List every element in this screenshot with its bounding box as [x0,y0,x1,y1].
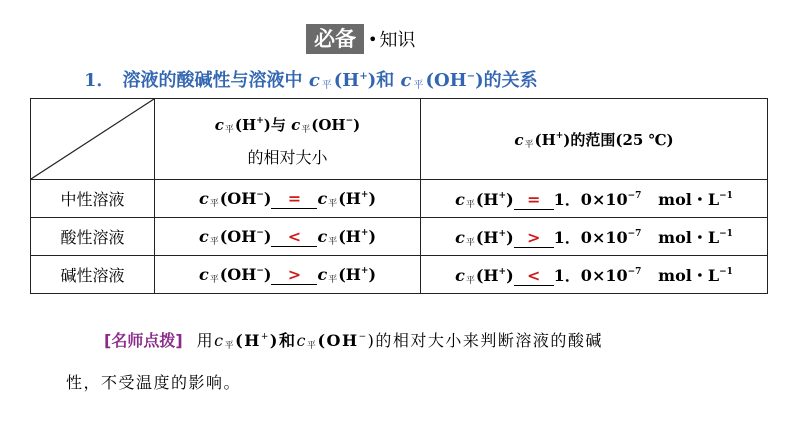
unit-exponent: −1 [719,191,733,201]
table-header-row [31,99,768,180]
unit: mol・L [658,228,720,247]
h: (H [338,226,361,246]
c-sym-3: c [455,266,465,285]
ping-sub-2: 平 [328,198,338,209]
c-sym-2: c [317,226,328,246]
plus-2: + [498,229,507,239]
plus-2: + [498,191,507,201]
answer-blank: > [514,228,554,248]
hdr-plus: + [256,115,264,126]
plus: + [360,227,369,238]
banner-tag: 必备 [306,24,364,54]
value: 1．0×10 [553,228,628,247]
ping-sub-2: 平 [328,274,338,285]
hdr-sub-2: 平 [301,124,311,135]
tip-and: )和 [269,331,297,350]
answer-blank: = [514,190,554,210]
hdr-c-2: c [291,115,301,134]
table-row [31,218,768,256]
ping-sub-3: 平 [465,200,475,210]
tip-use: 用 [196,331,215,350]
exponent: −7 [627,267,642,277]
hdr3-range: )的范围(25 ℃) [563,130,674,149]
heading-c-symbol-2: c [400,70,412,91]
unit: mol・L [658,190,720,209]
minus: − [256,265,264,276]
oh: (OH [219,264,257,284]
h-2: (H [475,190,499,209]
header-relative-size-line2: 的相对大小 [247,147,328,167]
value: 1．0×10 [553,190,628,209]
h-2: (H [475,228,499,247]
c-sym-2: c [317,188,328,208]
h: (H [338,188,361,208]
heading-text-end: )的关系 [475,70,538,91]
close-3: ) [506,266,514,285]
hdr-oh: (OH [311,115,346,134]
h-2: (H [475,266,499,285]
oh: (OH [219,188,257,208]
heading-oh: (OH [425,70,467,91]
answer-blank: = [271,189,317,209]
ping-sub-3: 平 [465,276,475,286]
heading-text: 溶液的酸碱性与溶液中 [122,70,303,91]
close: ) [263,188,272,208]
row-name: 酸性溶液 [31,218,155,256]
diagonal-header-cell [31,99,155,180]
hdr-and: )与 [263,115,286,134]
unit-exponent: −1 [719,267,733,277]
tip-c: c [214,331,225,350]
plus-2: + [498,267,507,277]
plus: + [360,189,369,200]
close-2: ) [368,264,377,284]
row-name: 中性溶液 [31,180,155,218]
heading-sub-2: 平 [413,80,424,91]
close: ) [263,264,272,284]
close-2: ) [368,226,377,246]
row-range [421,180,768,218]
answer-blank: > [271,265,317,285]
close-3: ) [506,228,514,247]
tip-text [197,331,603,350]
tip-h: (H [235,331,261,350]
row-relation [155,256,421,294]
minus: − [256,189,264,200]
c-sym: c [198,188,209,208]
heading-and: 和 [376,70,395,91]
tip-oh: (OH [317,331,359,350]
unit-exponent: −1 [719,229,733,239]
row-name: 碱性溶液 [31,256,155,294]
c-sym-3: c [455,190,465,209]
value: 1．0×10 [553,266,628,285]
ping-sub: 平 [209,198,219,209]
unit: mol・L [658,266,720,285]
hdr3-plus: + [555,130,564,141]
heading-h: (H [333,70,360,91]
tip-plus: + [260,332,270,342]
oh: (OH [219,226,257,246]
tip-tag: [名师点拨] [104,331,183,350]
tip-minus: − [358,332,368,342]
c-sym-3: c [455,228,465,247]
tip-line-2: 性，不受温度的影响。 [66,373,242,392]
heading-minus: − [466,71,476,82]
minus: − [256,227,264,238]
comparison-table [30,98,768,294]
hdr-h: (H [234,115,257,134]
answer-blank: < [271,227,317,247]
heading-c-symbol: c [308,70,320,91]
heading-sub: 平 [321,80,332,91]
row-range [421,218,768,256]
exponent: −7 [627,229,642,239]
c-sym: c [198,264,209,284]
exponent: −7 [627,191,642,201]
ping-sub-3: 平 [465,238,475,248]
ping-sub: 平 [209,236,219,247]
tip-c-2: c [296,331,307,350]
close: ) [263,226,272,246]
tip-rest: )的相对大小来判断溶液的酸碱 [367,331,603,350]
banner-separator: • [368,29,378,49]
hdr3-h: (H [534,130,556,149]
heading-plus: + [359,71,368,82]
hdr3-c: c [514,130,524,149]
close-2: ) [368,188,377,208]
table-row [31,256,768,294]
close-3: ) [506,190,514,209]
row-relation [155,180,421,218]
hdr-sub: 平 [224,124,234,135]
row-relation [155,218,421,256]
hdr-minus: − [345,115,354,126]
hdr-c: c [214,115,224,134]
header-relative-size [155,99,421,180]
h: (H [338,264,361,284]
tip-sub: 平 [224,341,236,351]
teacher-tip [104,328,603,351]
heading-close: ) [367,70,377,91]
hdr-close: ) [353,115,361,134]
heading-number: 1． [84,70,115,91]
c-sym-2: c [317,264,328,284]
section-heading [84,66,538,92]
hdr3-sub: 平 [524,139,534,150]
tip-sub-2: 平 [306,341,318,351]
row-range [421,256,768,294]
table-row [31,180,768,218]
ping-sub: 平 [209,274,219,285]
c-sym: c [198,226,209,246]
plus: + [360,265,369,276]
header-range [421,99,768,180]
diagonal-line [31,99,154,179]
section-banner [306,24,415,54]
answer-blank: < [514,266,554,286]
ping-sub-2: 平 [328,236,338,247]
banner-label: 知识 [379,30,416,51]
